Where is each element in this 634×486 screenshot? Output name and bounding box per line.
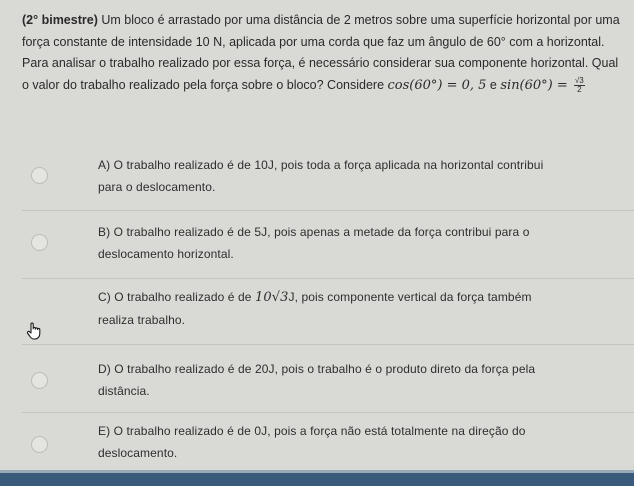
option-c-line1-b: J, pois componente vertical da força também: [288, 290, 532, 304]
option-c-line1-a: C) O trabalho realizado é de: [98, 290, 255, 304]
option-a-text: [98, 154, 618, 198]
option-a-radio[interactable]: [31, 167, 48, 184]
option-e-radio[interactable]: [31, 436, 48, 453]
option-b-line1: B) O trabalho realizado é de 5J, pois apenas a metade da força contribui para o: [98, 225, 530, 239]
question-text: [22, 10, 622, 96]
question-and: e: [486, 77, 501, 92]
option-c-line2: realiza trabalho.: [98, 313, 186, 327]
option-d-radio[interactable]: [31, 372, 48, 389]
divider: [22, 412, 634, 413]
divider: [22, 210, 634, 211]
hand-pointer-icon: [26, 322, 42, 340]
option-b-line2: deslocamento horizontal.: [98, 247, 234, 261]
option-d-line1: D) O trabalho realizado é de 20J, pois o trabalho é o produto direto da força pela: [98, 362, 536, 376]
option-d-line2: distância.: [98, 384, 150, 398]
option-e-text: [98, 420, 618, 464]
option-d-text: [98, 358, 618, 402]
fraction-denominator: 2: [577, 84, 582, 94]
divider: [22, 278, 634, 279]
sin-expression: sin(60°) =: [500, 77, 572, 93]
divider: [22, 344, 634, 345]
cos-expression: cos(60°) = 0, 5: [387, 77, 487, 93]
option-a[interactable]: [22, 142, 634, 214]
option-e-line1: E) O trabalho realizado é de 0J, pois a força não está totalmente na direção do: [98, 424, 526, 438]
question-bimestre: (2° bimestre): [22, 13, 98, 27]
bottom-bar-highlight: [0, 470, 634, 473]
option-c-line1: [98, 286, 618, 309]
option-c-math: 10√3: [254, 290, 289, 305]
option-e-line2: deslocamento.: [98, 446, 178, 460]
option-b-text: [98, 221, 618, 265]
option-c[interactable]: [22, 280, 634, 352]
option-b-radio[interactable]: [31, 234, 48, 251]
bottom-bar: [0, 470, 634, 486]
fraction-numerator: √3: [574, 75, 584, 85]
option-a-line2: para o deslocamento.: [98, 180, 216, 194]
question-angle: 60°: [486, 34, 506, 49]
sqrt3-over-2-fraction: [574, 77, 585, 94]
option-d[interactable]: [22, 346, 634, 418]
option-b[interactable]: [22, 212, 634, 284]
option-a-line1: A) O trabalho realizado é de 10J, pois toda a força aplicada na horizontal contribui: [98, 158, 544, 172]
option-c-text: [98, 286, 618, 331]
question-text-part1: Um bloco é arrastado por uma distância de 2 metros sobre uma superfície horizontal por uma força constante de intensidade 10 N, aplicada por uma corda que faz um ângulo de: [22, 13, 620, 49]
question-text-part2: com a horizontal. Para analisar o trabalho realizado por essa força, é necessário considerar sua componente horizontal. Qual o valor do trabalho realizado pela força sobre o bloco? Considere: [22, 34, 619, 92]
